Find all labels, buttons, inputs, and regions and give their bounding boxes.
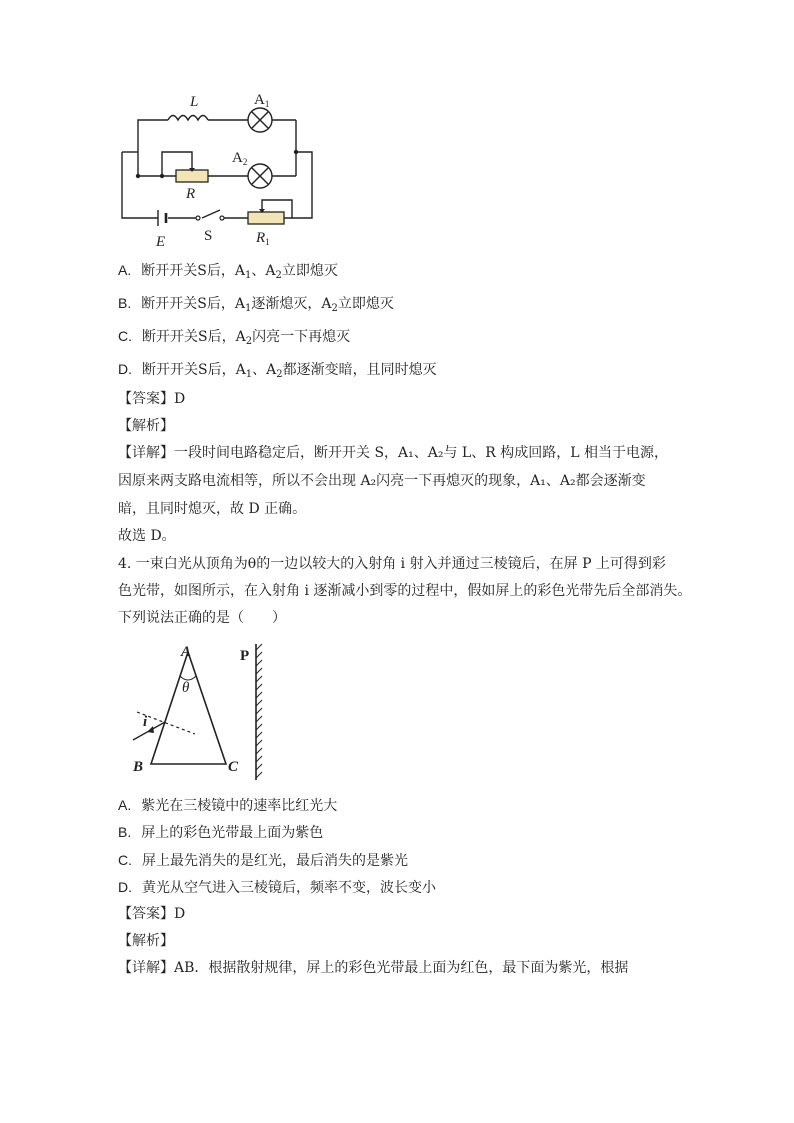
circuit-label-L: L: [190, 94, 199, 110]
q4-stem-line-1: 4. 一束白光从顶角为θ的一边以较大的入射角 i 射入并通过三棱镜后，在屏 P 上可得到彩: [118, 556, 666, 572]
screen-label-P: P: [240, 648, 250, 664]
prism-label-A: A: [181, 644, 192, 660]
q4-stem-line-3: 下列说法正确的是（ ）: [118, 610, 286, 626]
q3-option-c: C. 断开开关S后，$A_2$闪亮一下再熄灭: [118, 328, 351, 347]
q3-option-a: A. 断开开关S后，$A_1$、$A_2$立即熄灭: [118, 262, 338, 281]
circuit-label-R1: $R_1$: [256, 230, 270, 247]
prism-label-i: i: [143, 714, 148, 730]
q3-conclusion: 故选 D。: [118, 528, 176, 544]
q4-detail-line-1: 【详解】AB．根据散射规律，屏上的彩色光带最上面为红色，最下面为紫光，根据: [118, 960, 629, 976]
q3-analysis-heading: 【解析】: [118, 418, 174, 434]
q3-answer: 【答案】D: [118, 391, 186, 407]
q3-detail-line-1: 【详解】一段时间电路稳定后，断开开关 S，A₁、A₂与 L、R 构成回路，L 相当于电源，: [118, 445, 668, 461]
circuit-label-S: S: [204, 228, 213, 244]
circuit-label-A1: $A_1$: [254, 92, 270, 109]
q4-option-a: A. 紫光在三棱镜中的速率比红光大: [118, 797, 338, 814]
q4-answer: 【答案】D: [118, 906, 186, 922]
circuit-label-A2: $A_2$: [232, 150, 248, 167]
q3-option-d: D. 断开开关S后，$A_1$、$A_2$都逐渐变暗，且同时熄灭: [118, 361, 437, 380]
q4-analysis-heading: 【解析】: [118, 933, 174, 949]
prism-label-C: C: [228, 759, 239, 775]
prism-label-B: B: [133, 759, 144, 775]
circuit-diagram: [110, 92, 330, 252]
q4-stem-line-2: 色光带，如图所示，在入射角 i 逐渐减小到零的过程中，假如屏上的彩色光带先后全部消失。: [118, 583, 692, 599]
circuit-label-R: R: [186, 186, 196, 202]
q4-option-d: D. 黄光从空气进入三棱镜后，频率不变，波长变小: [118, 879, 436, 896]
prism-diagram: [125, 640, 285, 790]
q3-detail-line-2: 因原来两支路电流相等，所以不会出现 A₂闪亮一下再熄灭的现象，A₁、A₂都会逐渐变: [118, 473, 646, 489]
circuit-label-E: E: [156, 234, 166, 250]
q4-option-c: C. 屏上最先消失的是红光，最后消失的是紫光: [118, 852, 408, 869]
q3-option-b: B. 断开开关S后，$A_1$逐渐熄灭，$A_2$立即熄灭: [118, 295, 394, 314]
q3-detail-line-3: 暗，且同时熄灭，故 D 正确。: [118, 501, 307, 517]
q4-option-b: B. 屏上的彩色光带最上面为紫色: [118, 824, 324, 841]
prism-label-theta: θ: [182, 680, 190, 696]
